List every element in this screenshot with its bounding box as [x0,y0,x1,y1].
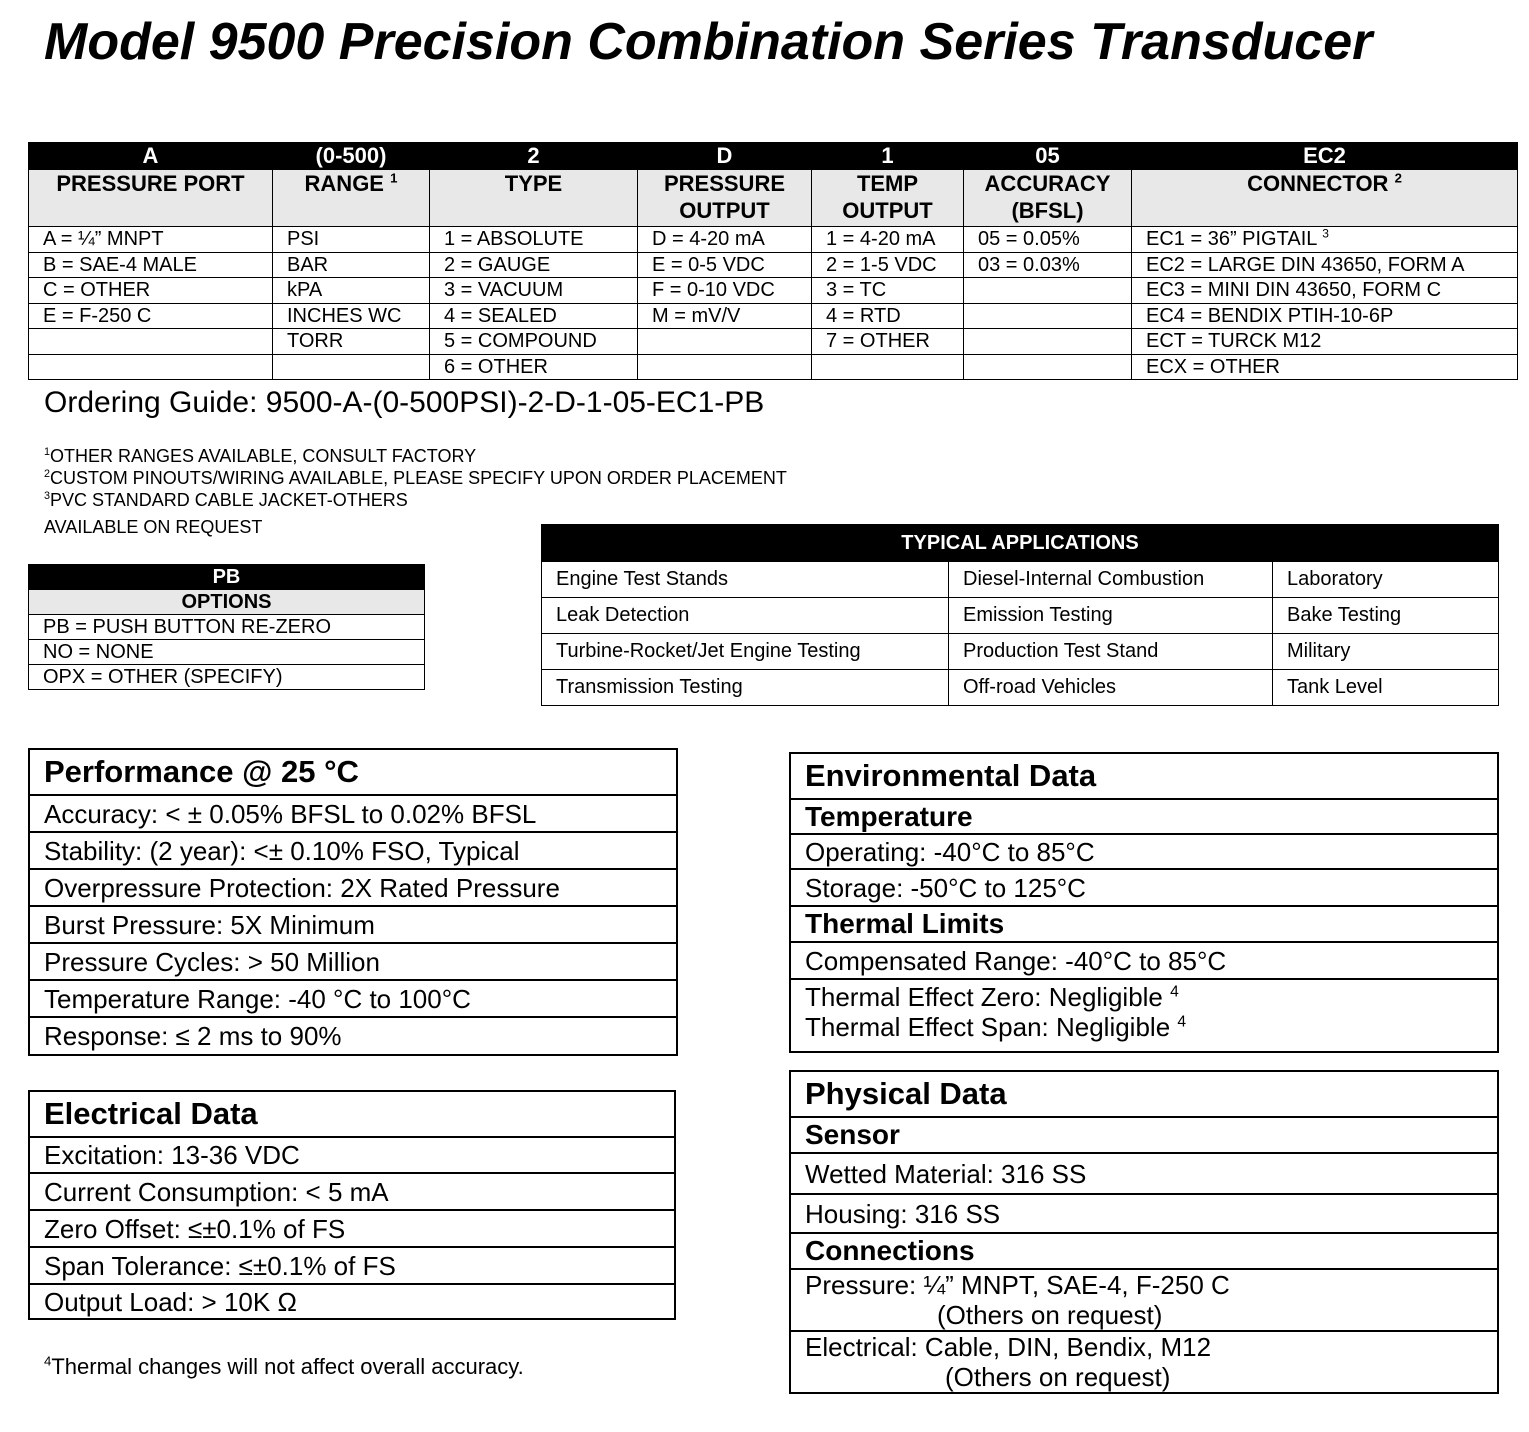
code-cell: 2 [430,143,638,170]
table-cell: Emission Testing [949,598,1273,634]
table-cell: E = 0-5 VDC [638,252,812,278]
applications-table [541,524,1499,706]
code-cell: EC2 [1132,143,1518,170]
header-cell: CONNECTOR $^2$ [1132,170,1518,227]
electrical-title: Electrical Data [29,1091,675,1137]
table-cell: 3 = TC [812,278,964,304]
table-cell: ECT = TURCK M12 [1132,329,1518,355]
sensor-title: Sensor [790,1117,1498,1153]
table-cell: 5 = COMPOUND [430,329,638,355]
table-cell: 2 = GAUGE [430,252,638,278]
table-cell: EC1 = 36” PIGTAIL $^3$ [1132,227,1518,253]
physical-title: Physical Data [790,1071,1498,1117]
spec-row: Accuracy: < ± 0.05% BFSL to 0.02% BFSL [29,795,677,832]
temperature-title: Temperature [790,799,1498,834]
table-cell: 4 = RTD [812,303,964,329]
table-cell: Off-road Vehicles [949,670,1273,706]
table-cell: Tank Level [1273,670,1499,706]
spec-row: Temperature Range: -40 °C to 100°C [29,980,677,1017]
electrical-table [28,1090,676,1320]
code-cell: 1 [812,143,964,170]
spec-row: Current Consumption: < 5 mA [29,1173,675,1210]
table-cell: B = SAE-4 MALE [29,252,273,278]
table-cell [273,354,430,380]
header-cell: TEMP OUTPUT [812,170,964,227]
table-cell [964,303,1132,329]
table-cell: Engine Test Stands [542,562,949,598]
table-cell: Military [1273,634,1499,670]
table-cell [29,329,273,355]
table-cell: 4 = SEALED [430,303,638,329]
header-cell: TYPICAL APPLICATIONS [542,525,1499,562]
table-cell: 7 = OTHER [812,329,964,355]
footnote-3-continued: AVAILABLE ON REQUEST [44,517,263,537]
table-row [542,562,1499,598]
table-cell: 1 = 4-20 mA [812,227,964,253]
table-cell [964,329,1132,355]
table-cell [638,354,812,380]
environmental-title: Environmental Data [790,753,1498,799]
table-cell: PSI [273,227,430,253]
ordering-table [28,142,1518,380]
spec-row: Zero Offset: ≤±0.1% of FS [29,1210,675,1247]
table-cell: PB = PUSH BUTTON RE-ZERO [29,615,425,640]
connections-title: Connections [790,1233,1498,1269]
thermal-limits-title: Thermal Limits [790,906,1498,942]
ordering-guide: Ordering Guide: 9500-A-(0-500PSI)-2-D-1-05-EC1-PB [44,386,765,419]
spec-row: Thermal Effect Span: Negligible $^4$ [790,1013,1498,1052]
table-cell [812,354,964,380]
table-row [29,252,1518,278]
table-cell: TORR [273,329,430,355]
table-cell: 2 = 1-5 VDC [812,252,964,278]
table-cell: Production Test Stand [949,634,1273,670]
options-table [28,564,425,690]
performance-table [28,748,678,1056]
header-cell: TYPE [430,170,638,227]
table-row [29,278,1518,304]
environmental-table [789,752,1499,1053]
table-cell: ECX = OTHER [1132,354,1518,380]
footnote-1: $^1$OTHER RANGES AVAILABLE, CONSULT FACTORY [44,446,477,466]
spec-row: Overpressure Protection: 2X Rated Pressure [29,869,677,906]
table-cell: 1 = ABSOLUTE [430,227,638,253]
spec-row: Span Tolerance: ≤±0.1% of FS [29,1247,675,1284]
header-row [29,170,1518,227]
code-cell: (0-500) [273,143,430,170]
table-cell: EC3 = MINI DIN 43650, FORM C [1132,278,1518,304]
table-row [29,227,1518,253]
header-cell: ACCURACY (BFSL) [964,170,1132,227]
spec-row: Operating: -40°C to 85°C [790,834,1498,869]
table-cell [29,354,273,380]
spec-row: Excitation: 13-36 VDC [29,1137,675,1173]
table-cell: Leak Detection [542,598,949,634]
spec-row: Wetted Material: 316 SS [790,1153,1498,1194]
spec-row: Response: ≤ 2 ms to 90% [29,1017,677,1055]
spec-row: Pressure Cycles: > 50 Million [29,943,677,980]
footnote-3: $^3$PVC STANDARD CABLE JACKET-OTHERS [44,490,408,510]
table-row [542,598,1499,634]
table-cell: C = OTHER [29,278,273,304]
table-cell: A = ¼” MNPT [29,227,273,253]
table-cell: Diesel-Internal Combustion [949,562,1273,598]
spec-row: Storage: -50°C to 125°C [790,869,1498,906]
table-cell: M = mV/V [638,303,812,329]
table-row [29,303,1518,329]
spec-row: Output Load: > 10K Ω [29,1284,675,1319]
header-cell: RANGE $^1$ [273,170,430,227]
table-row [29,354,1518,380]
code-row [29,143,1518,170]
code-cell: PB [29,565,425,590]
spec-row: Burst Pressure: 5X Minimum [29,906,677,943]
table-cell: OPX = OTHER (SPECIFY) [29,665,425,690]
spec-row: Stability: (2 year): <± 0.10% FSO, Typical [29,832,677,869]
code-cell: D [638,143,812,170]
code-cell: A [29,143,273,170]
table-cell: NO = NONE [29,640,425,665]
table-cell: Turbine-Rocket/Jet Engine Testing [542,634,949,670]
table-cell: kPA [273,278,430,304]
table-cell: INCHES WC [273,303,430,329]
spec-row-electrical: Electrical: Cable, DIN, Bendix, M12 (Others on request) [790,1331,1498,1393]
table-cell: EC4 = BENDIX PTIH-10-6P [1132,303,1518,329]
table-row [542,634,1499,670]
table-cell: E = F-250 C [29,303,273,329]
table-cell [638,329,812,355]
code-cell: 05 [964,143,1132,170]
spec-row: Compensated Range: -40°C to 85°C [790,942,1498,979]
table-row [29,329,1518,355]
header-cell: PRESSURE OUTPUT [638,170,812,227]
table-cell: BAR [273,252,430,278]
table-cell: 03 = 0.03% [964,252,1132,278]
table-cell: D = 4-20 mA [638,227,812,253]
physical-table [789,1070,1499,1394]
header-cell: PRESSURE PORT [29,170,273,227]
spec-row: Housing: 316 SS [790,1194,1498,1233]
footnote-4: $^4$Thermal changes will not affect overall accuracy. [44,1353,524,1379]
table-cell: Laboratory [1273,562,1499,598]
table-cell: EC2 = LARGE DIN 43650, FORM A [1132,252,1518,278]
table-cell: 05 = 0.05% [964,227,1132,253]
table-cell: Bake Testing [1273,598,1499,634]
table-cell [964,278,1132,304]
table-cell [964,354,1132,380]
table-cell: F = 0-10 VDC [638,278,812,304]
table-row [542,670,1499,706]
spec-row: Thermal Effect Zero: Negligible $^4$ [790,979,1498,1013]
footnote-2: $^2$CUSTOM PINOUTS/WIRING AVAILABLE, PLEASE SPECIFY UPON ORDER PLACEMENT [44,468,787,488]
spec-row-pressure: Pressure: ¼” MNPT, SAE-4, F-250 C (Others on request) [790,1269,1498,1331]
table-cell: Transmission Testing [542,670,949,706]
header-cell: OPTIONS [29,590,425,615]
performance-title: Performance @ 25 °C [29,749,677,795]
table-cell: 3 = VACUUM [430,278,638,304]
page-title: Model 9500 Precision Combination Series Transducer [44,13,1373,71]
table-cell: 6 = OTHER [430,354,638,380]
